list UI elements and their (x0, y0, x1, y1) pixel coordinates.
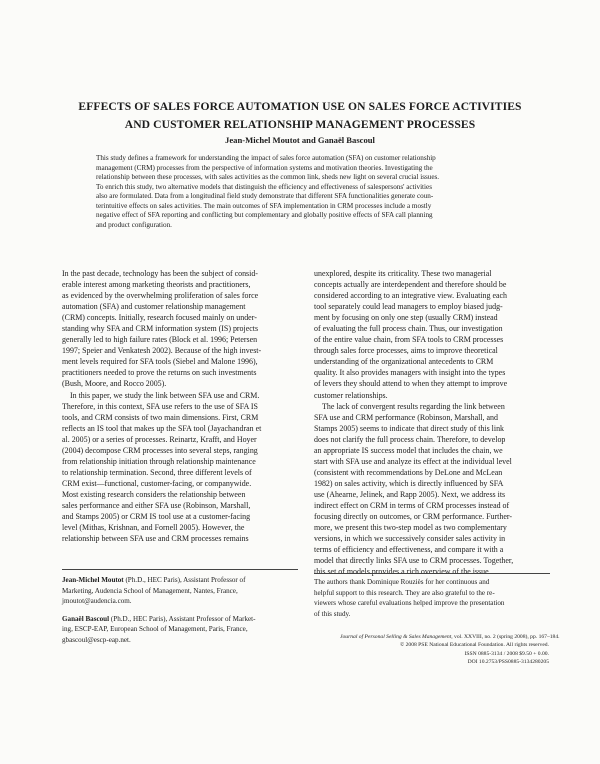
body-line: (consistent with recommendations by DeLone and McLean (314, 467, 503, 477)
body-line: focusing directly on outcomes, or CRM performance. Further- (314, 512, 513, 522)
body-line: 1982) on sales activity, which is directly influenced by SFA (314, 478, 504, 488)
body-line: automation (SFA) and customer relationship management (62, 302, 246, 312)
abstract-line: and product configuration. (96, 220, 172, 229)
body-line: practitioners needed to prove the returns on such investments (62, 368, 257, 378)
body-line: erable interest among marketing theorists and practitioners, (62, 280, 251, 290)
author-byline: Jean-Michel Moutot and Ganaël Bascoul (225, 135, 375, 145)
abstract-line: also are formulated. Data from a longitudinal field study demonstrate that different SFA functionalities generate coun- (96, 192, 434, 201)
body-line: sales performance and either SFA use (Robinson, Marshall, (62, 500, 251, 510)
body-line: an appropriate IS success model that includes the chain, we (314, 445, 503, 455)
author-email[interactable]: jmoutot@audencia.com. (62, 597, 132, 606)
author-name: Ganaël Bascoul (62, 614, 110, 623)
body-line: and Stamps 2005) or CRM IS tool use at a customer-facing (62, 512, 251, 522)
body-line: as evidenced by the overwhelming proliferation of sales force (62, 291, 259, 301)
body-line: CRM exist—functional, customer-facing, or companywide. (62, 478, 252, 488)
doi: DOI 10.2753/PSS0885-3134280205 (467, 659, 549, 666)
body-line: use (Ahearne, Jelinek, and Rapp 2005). Next, we address its (314, 489, 506, 499)
body-line: ment levels required for SFA tools (Siebel and Malone 1996), (62, 357, 258, 367)
body-line: customer relationships. (314, 390, 388, 400)
body-line: concepts actually are interdependent and therefore should be (314, 280, 507, 290)
body-line: to relationship termination. Second, three different levels of (62, 467, 252, 477)
body-line: In this paper, we study the link between SFA use and CRM. (70, 390, 260, 400)
author-affiliation: (Ph.D., HEC Paris), Assistant Professor of (123, 576, 246, 584)
footnote-divider-right (314, 573, 550, 574)
body-line: tool separately could lead managers to employ biased judg- (314, 302, 503, 312)
body-line: In the past decade, technology has been the subject of consid- (62, 269, 258, 278)
abstract-line: This study defines a framework for understanding the impact of sales force automation (SFA) on customer relationship (96, 154, 436, 162)
body-line: model that directly links SFA use to CRM processes. Together, (314, 556, 514, 566)
abstract (96, 154, 506, 230)
body-line: (CRM) concepts. Initially, research focused mainly on under- (62, 313, 257, 323)
author-affiliation: (Ph.D., HEC Paris), Assistant Professor of Market- (109, 614, 256, 623)
title-line: EFFECTS OF SALES FORCE AUTOMATION USE ON SALES FORCE ACTIVITIES (78, 100, 522, 113)
article-title (40, 98, 560, 134)
body-line: through sales force processes, aims to improve theoretical (314, 346, 498, 356)
author-affiliation: ing, ESCP-EAP, European School of Management, Paris, France, (62, 625, 248, 634)
acknowledgment-line: of this study. (314, 609, 351, 618)
author-name: Jean-Michel Moutot (62, 576, 124, 584)
body-line: SFA use and CRM performance (Robinson, Marshall, and (314, 412, 498, 422)
author-notes (62, 575, 298, 646)
body-line: quality. It also provides managers with insight into the types (314, 368, 506, 378)
body-line: of levers they should attend to when they attempt to improve (314, 379, 508, 389)
author-email[interactable]: gbascoul@escp-eap.net. (62, 635, 131, 644)
author-note-bascoul (62, 614, 298, 625)
body-line: level (Mithas, Krishnan, and Fornell 2005). However, the (62, 523, 245, 533)
acknowledgment-line: The authors thank Dominique Rouziès for her continuous and (314, 578, 490, 586)
body-line: The lack of convergent results regarding the link between (322, 401, 505, 411)
body-line: more, we present this two-step model as two complementary (314, 523, 507, 533)
journal-footer (340, 633, 560, 667)
acknowledgment-line: viewers whose careful evaluations helped improve the presentation (314, 599, 505, 608)
abstract-line: negative effect of SFA reporting and conflicting but complementary and globally positive effects of SFA call planning (96, 211, 433, 220)
body-line: ment by focusing on only one step (usually CRM) instead (314, 313, 498, 323)
body-line: this set of models provides a rich overview of the issue. (314, 567, 491, 577)
body-line: Most existing research considers the relationship between (62, 489, 246, 499)
body-line: indirect effect on CRM in terms of CRM processes instead of (314, 500, 510, 510)
abstract-line: management (CRM) processes from the perspective of information systems and motivation theories. Investigating the (96, 163, 433, 172)
body-line: (Bush, Moore, and Rocco 2005). (62, 379, 167, 389)
body-line: of evaluating the full process chain. Thus, our investigation (314, 324, 503, 334)
acknowledgment (314, 577, 550, 619)
body-line: generally led to high failure rates (Block et al. 1996; Petersen (62, 335, 258, 345)
body-line: understanding of the organizational antecedents to CRM (314, 357, 494, 367)
footnote-divider-left (62, 569, 298, 570)
body-line: terms of efficiency and effectiveness, and compare it with a (314, 545, 504, 555)
abstract-line: terintuitive effects on sales activities. The main outcomes of SFA implementation in CRM processes include a mostly (96, 201, 432, 210)
author-note-moutot (62, 575, 298, 586)
body-line: al. 2005) or a series of processes. Reinartz, Krafft, and Hoyer (62, 434, 257, 444)
body-line: does not clarify the full process chain. Therefore, to develop (314, 434, 506, 444)
body-column-right (314, 268, 552, 577)
body-line: Therefore, in this context, SFA use refers to the use of SFA IS (62, 401, 258, 411)
body-line: (2004) decompose CRM processes into several steps, ranging (62, 445, 258, 455)
journal-citation: Journal of Personal Selling & Sales Management, vol. XXVIII, no. 2 (spring 2008), pp. 167–184. (340, 634, 560, 640)
body-line: reflects an IS tool that makes up the SFA tool (Jayachandran et (62, 423, 262, 433)
body-line: start with SFA use and analyze its effect at the individual level (314, 456, 512, 466)
body-line: unexplored, despite its criticality. These two managerial (314, 269, 492, 278)
body-line: tools, and CRM consists of two main dimensions. First, CRM (62, 412, 259, 422)
acknowledgment-line: helpful support to this research. They are also grateful to the re- (314, 588, 495, 597)
abstract-line: relationship between these processes, with sales activities as the common link, sheds new light on several crucial issues. (96, 173, 440, 182)
body-line: from relationship initiation through relationship maintenance (62, 456, 256, 466)
author-affiliation: Marketing, Audencia School of Management, Nantes, France, (62, 586, 238, 595)
copyright-notice: © 2008 PSE National Educational Foundation. All rights reserved. (399, 642, 549, 649)
body-line: 1997; Speier and Venkatesh 2002). Because of the high invest- (62, 346, 262, 356)
body-line: standing why SFA and CRM information system (IS) projects (62, 324, 259, 334)
title-line: AND CUSTOMER RELATIONSHIP MANAGEMENT PROCESSES (124, 118, 476, 131)
body-column-left (62, 268, 300, 544)
body-line: relationship between SFA use and CRM processes remains (62, 534, 249, 544)
body-line: of the entire value chain, from SFA tools to CRM processes (314, 335, 504, 345)
abstract-line: To enrich this study, two alternative models that distinguish the efficiency and effectiveness of salespersons' activities (96, 182, 432, 191)
body-line: Stamps 2005) seems to indicate that direct study of this link (314, 423, 505, 433)
body-line: considered according to an integrative view. Evaluating each (314, 291, 507, 301)
journal-name: Journal of Personal Selling & Sales Management (340, 634, 452, 640)
issn: ISSN 0885-3134 / 2008 $9.50 + 0.00. (464, 650, 549, 657)
body-line: versions, in which we successively consider sales activity in (314, 534, 506, 544)
